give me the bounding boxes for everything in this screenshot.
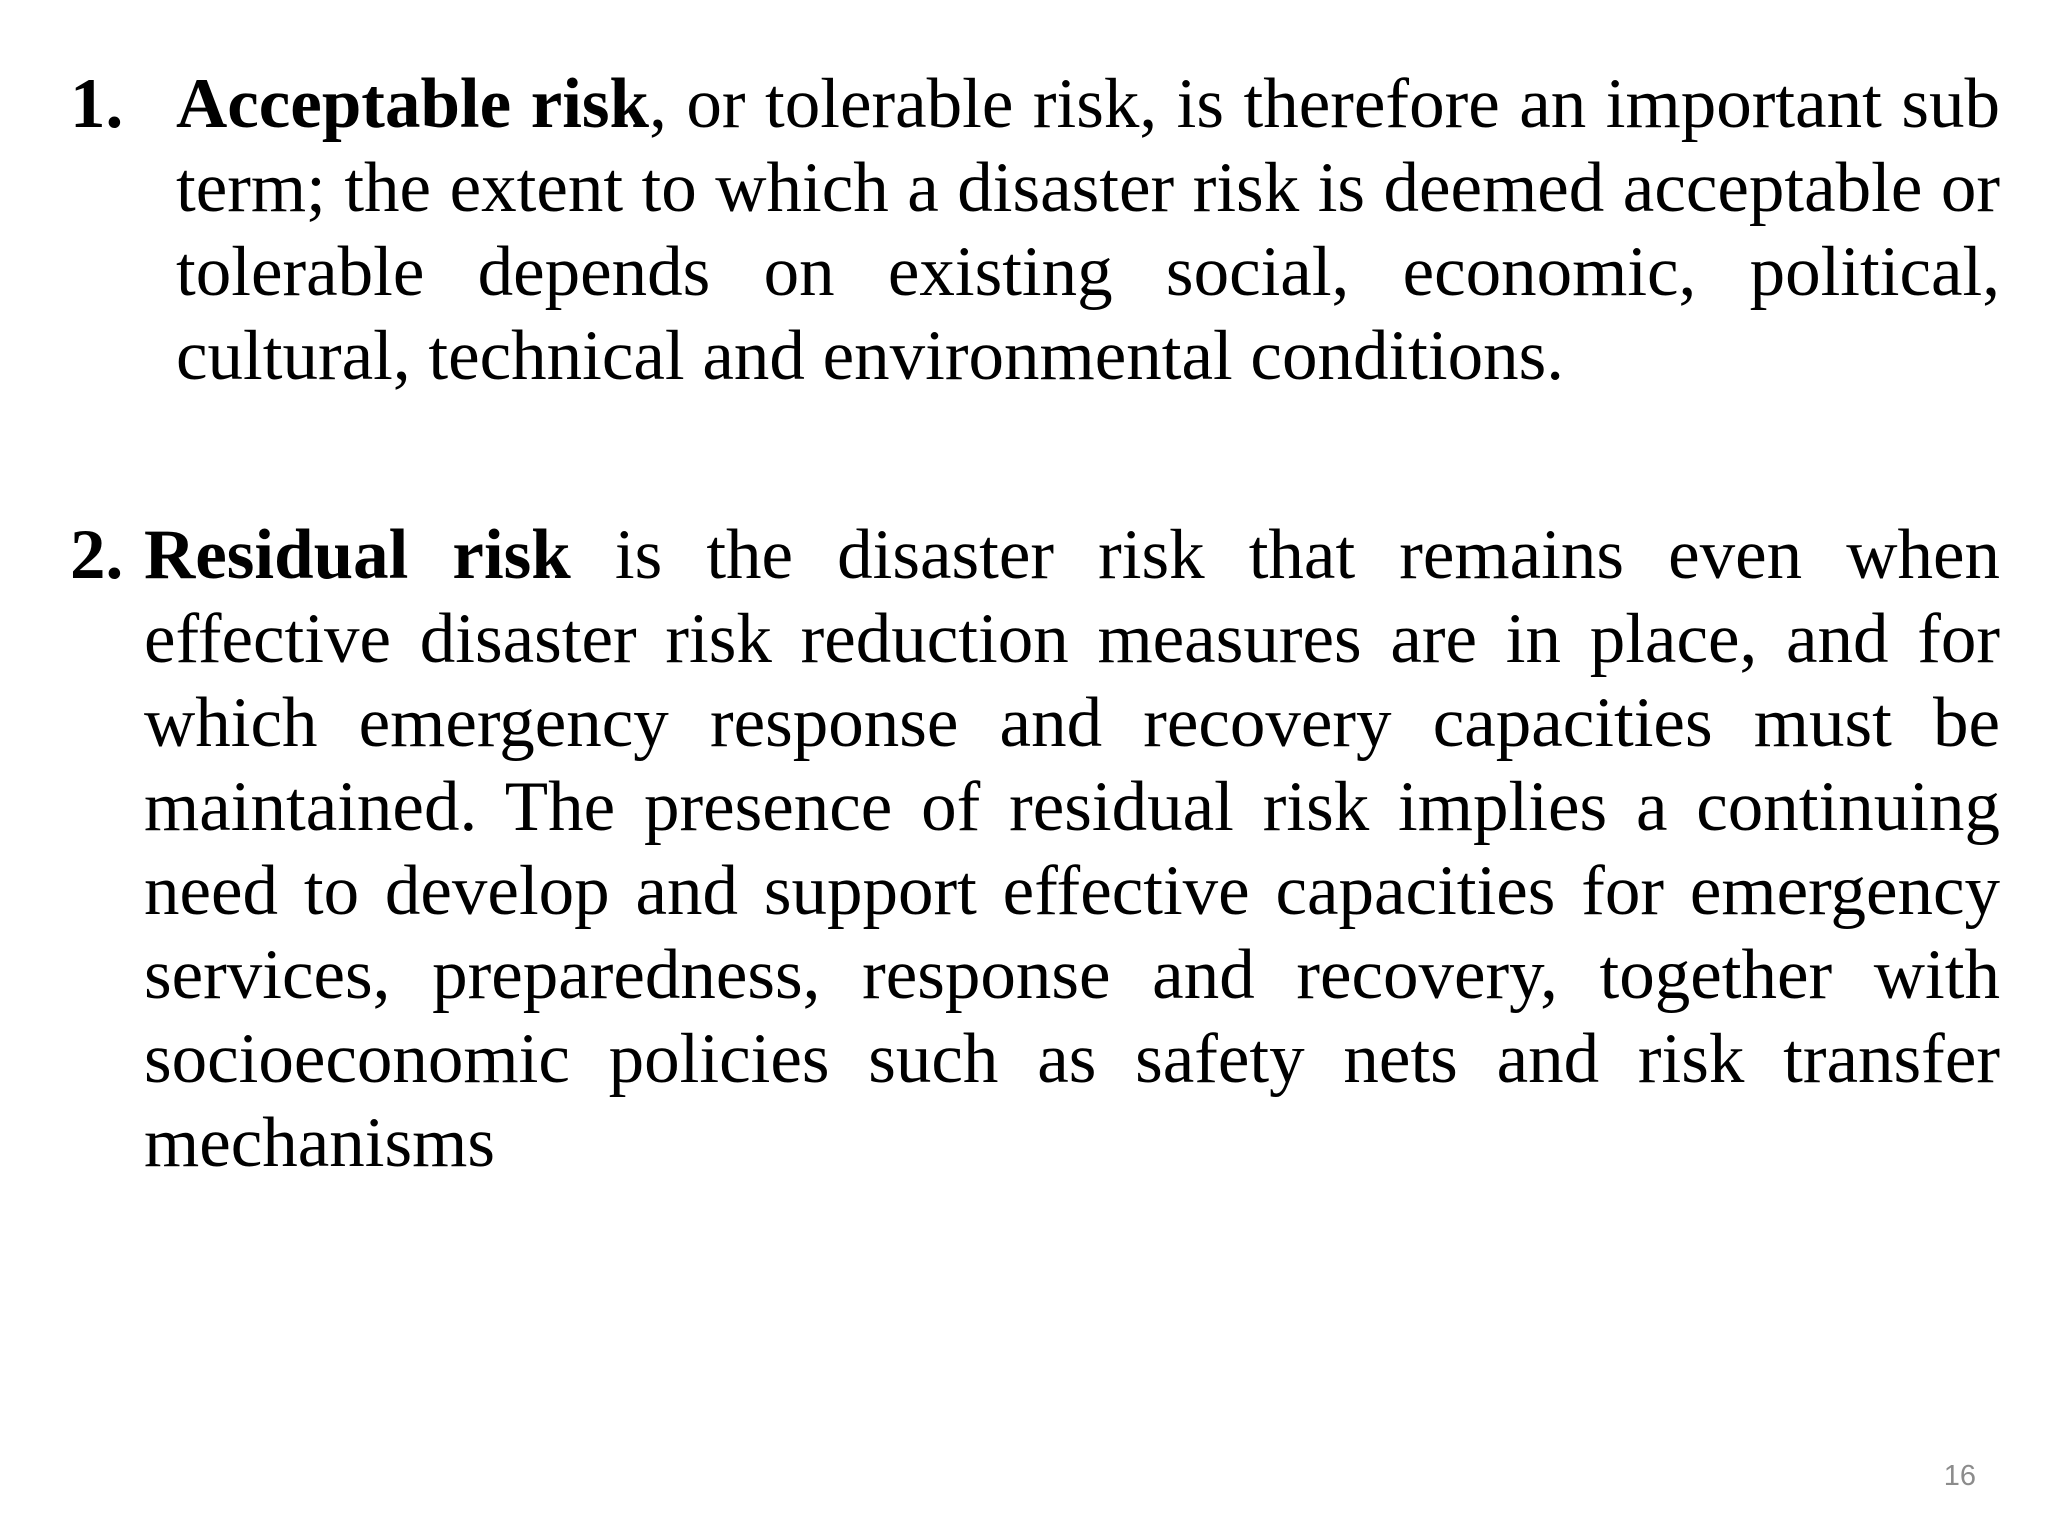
term-residual-risk: Residual risk [144, 516, 571, 594]
page-number: 16 [1943, 1460, 1976, 1492]
list-item-body [176, 62, 2000, 398]
term-acceptable-risk: Acceptable risk [176, 65, 650, 143]
list-item-number: 1. [70, 65, 124, 143]
list-item-acceptable-risk [70, 62, 2000, 398]
list-item-body [144, 513, 2000, 1185]
list-item-residual-risk [70, 513, 2000, 1185]
list-item-number: 2. [70, 516, 124, 594]
definition-residual-risk: is the disaster risk that remains even when effective disaster risk reduction measures are in place, and for which emergency response and recovery capacities must be maintained. The presence of residual risk implies a continuing need to develop and support effective capacities for emergency services, preparedness, response and recovery, together with socioeconomic policies such as safety nets and risk transfer mechanisms [144, 516, 2001, 1182]
definition-acceptable-risk: , or tolerable risk, is therefore an important sub term; the extent to which a disaster risk is deemed acceptable or tolerable depends on existing social, economic, political, cultural, technical and environmental conditions. [176, 65, 2001, 395]
